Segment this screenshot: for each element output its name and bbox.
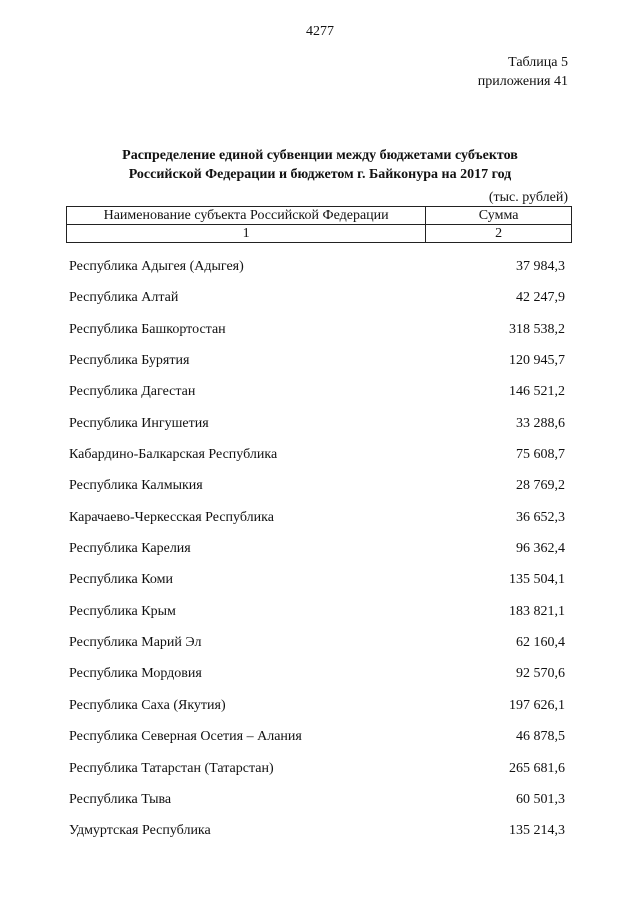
table-body — [69, 256, 565, 852]
amount-value: 96 362,4 — [516, 541, 565, 557]
table-reference-line: Таблица 5 — [508, 55, 568, 70]
table-row — [69, 538, 565, 569]
table-row — [69, 413, 565, 444]
table-row — [69, 758, 565, 789]
table-reference-line: приложения 41 — [477, 74, 568, 89]
amount-value: 37 984,3 — [516, 259, 565, 274]
region-name: Республика Саха (Якутия) — [69, 697, 226, 713]
table-row — [69, 569, 565, 600]
amount-value: 135 214,3 — [509, 823, 565, 839]
table-row — [69, 287, 565, 318]
region-name: Республика Адыгея (Адыгея) — [69, 259, 244, 274]
region-name: Республика Бурятия — [69, 353, 190, 369]
table-row — [69, 663, 565, 694]
region-name: Республика Башкортостан — [69, 321, 226, 337]
amount-value: 33 288,6 — [516, 415, 565, 431]
region-name: Республика Тыва — [69, 791, 172, 807]
amount-value: 36 652,3 — [516, 509, 565, 525]
region-name: Карачаево-Черкесская Республика — [69, 509, 274, 525]
region-name: Республика Татарстан (Татарстан) — [69, 760, 274, 776]
region-name: Республика Калмыкия — [69, 478, 203, 494]
table-header — [66, 206, 572, 243]
amount-value: 197 626,1 — [509, 697, 565, 713]
table-row — [69, 695, 565, 726]
region-name: Республика Мордовия — [69, 666, 202, 682]
table-row — [69, 507, 565, 538]
table-row — [69, 632, 565, 663]
region-name: Республика Карелия — [69, 541, 191, 557]
amount-value: 60 501,3 — [516, 791, 565, 807]
table-row — [69, 789, 565, 820]
amount-value: 146 521,2 — [509, 384, 565, 400]
amount-value: 46 878,5 — [516, 729, 565, 745]
region-name: Республика Марий Эл — [69, 635, 202, 651]
units-label: (тыс. рублей) — [488, 190, 568, 205]
region-name: Республика Ингушетия — [69, 415, 209, 431]
region-name: Республика Коми — [69, 572, 173, 588]
table-row — [69, 601, 565, 632]
amount-value: 42 247,9 — [516, 290, 565, 306]
amount-value: 318 538,2 — [509, 321, 565, 337]
region-name: Удмуртская Республика — [69, 823, 211, 839]
table-reference — [478, 53, 568, 91]
document-title-line: Распределение единой субвенции между бюджетами субъектов — [122, 148, 518, 163]
amount-value: 92 570,6 — [516, 666, 565, 682]
amount-value: 265 681,6 — [509, 760, 565, 776]
page-number: 4277 — [306, 24, 334, 39]
region-name: Республика Дагестан — [69, 384, 196, 400]
column-header-sum: Сумма — [426, 207, 572, 225]
table-row — [69, 381, 565, 412]
region-name: Кабардино-Балкарская Республика — [69, 447, 278, 463]
column-number-1: 1 — [67, 225, 426, 243]
column-number-2: 2 — [426, 225, 572, 243]
region-name: Республика Северная Осетия – Алания — [69, 729, 302, 745]
amount-value: 183 821,1 — [509, 603, 565, 619]
table-header-row — [67, 207, 572, 225]
region-name: Республика Крым — [69, 603, 176, 619]
amount-value: 120 945,7 — [509, 353, 565, 369]
column-header-name: Наименование субъекта Российской Федерации — [67, 207, 426, 225]
table-column-numbers — [67, 225, 572, 243]
table-row — [69, 319, 565, 350]
region-name: Республика Алтай — [69, 290, 179, 306]
amount-value: 135 504,1 — [509, 572, 565, 588]
amount-value: 75 608,7 — [516, 447, 565, 463]
table-row — [69, 726, 565, 757]
amount-value: 28 769,2 — [516, 478, 565, 494]
document-title-line: Российской Федерации и бюджетом г. Байконура на 2017 год — [128, 167, 512, 182]
table-row — [69, 350, 565, 381]
table-row — [69, 256, 565, 287]
amount-value: 62 160,4 — [516, 635, 565, 651]
document-title — [0, 146, 640, 184]
table-row — [69, 820, 565, 851]
table-row — [69, 444, 565, 475]
table-row — [69, 475, 565, 506]
